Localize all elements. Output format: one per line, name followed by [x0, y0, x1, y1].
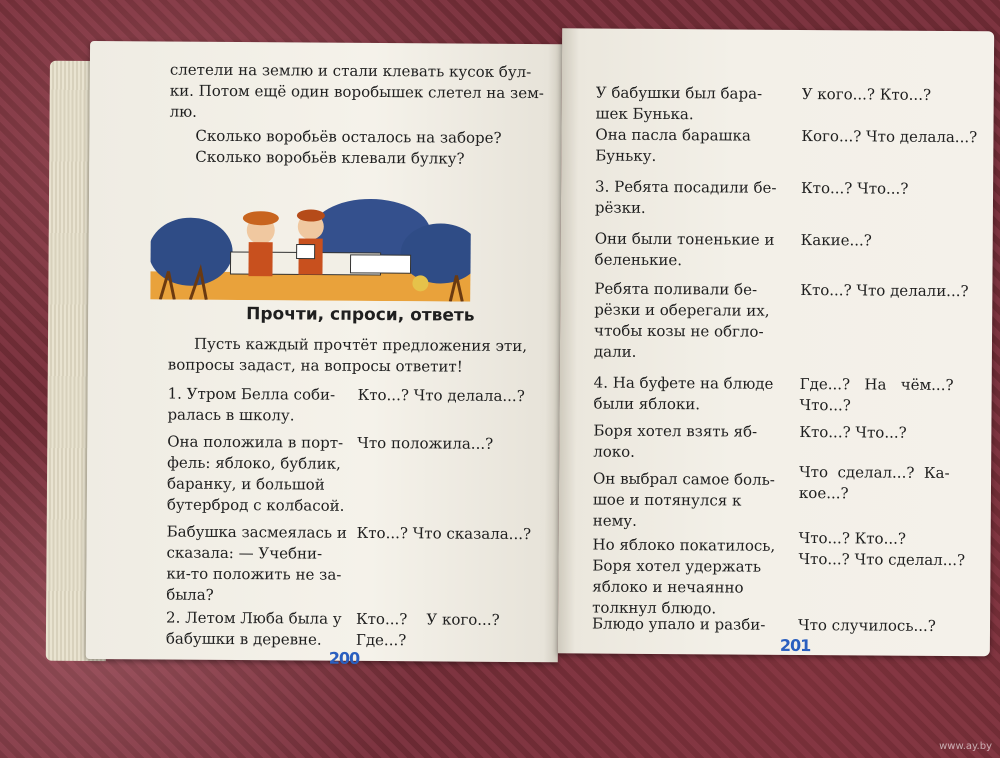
row-question: Что случилось...? [797, 615, 936, 635]
row-question: Что...? Что сделал...? [798, 549, 966, 570]
row-text: шек Бунька. [595, 104, 694, 124]
watermark: www.ay.by [939, 741, 992, 752]
row-question: Кто...? Что делали...? [800, 280, 969, 301]
section-title: Прочти, спроси, ответь [246, 304, 475, 326]
row-text: ралась в школу. [167, 405, 295, 425]
row-question: Где...? На чём...? [799, 374, 954, 395]
row-text: бабушки в деревне. [165, 629, 322, 649]
row-text: 2. Летом Люба была у [166, 608, 342, 628]
row-text: Он выбрал самое боль- [592, 469, 775, 489]
row-text: рёзки и оберегали их, [594, 300, 770, 320]
illustration-children [150, 191, 471, 301]
row-text: Боря хотел взять яб- [593, 421, 758, 441]
row-text: 3. Ребята посадили бе- [595, 177, 777, 197]
row-question: Что...? [799, 395, 851, 415]
question-1: Сколько воробьёв осталось на заборе? [195, 126, 502, 147]
instruction-line-2: вопросы задаст, на вопросы ответит! [167, 355, 463, 376]
row-question: Какие...? [800, 230, 872, 250]
row-question: Что сделал...? Ка- [799, 462, 950, 483]
row-question: кое...? [798, 483, 849, 503]
row-question: Где...? [355, 630, 407, 650]
row-text: Она положила в порт- [167, 432, 344, 452]
row-text: сказала: — Учебни- [166, 543, 323, 563]
row-text: беленькие. [594, 250, 683, 270]
row-text: Она пасла барашка [595, 125, 751, 145]
right-page [558, 28, 994, 656]
row-text: рёзки. [594, 198, 646, 217]
row-text: толкнул блюдо. [592, 598, 717, 618]
row-question: Кто...? Что...? [801, 178, 909, 198]
row-question: Кого...? Что делала...? [801, 126, 978, 147]
row-text: ки-то положить не за- [166, 564, 342, 584]
row-text: Блюдо упало и разби- [591, 614, 766, 634]
page-number-right: 201 [779, 635, 811, 656]
row-text: дали. [593, 342, 637, 361]
intro-line-3: лю. [169, 102, 198, 121]
row-question: Кто...? Что делала...? [357, 385, 525, 406]
row-text: баранку, и большой [166, 474, 325, 494]
open-book [46, 19, 990, 666]
row-question: Что...? Кто...? [798, 528, 907, 548]
row-text: У бабушки был бара- [595, 83, 763, 103]
row-text: 4. На буфете на блюде [593, 373, 774, 393]
row-text: Буньку. [595, 146, 657, 165]
row-text: были яблоки. [593, 394, 701, 414]
row-question: Кто...? У кого...? [356, 609, 500, 629]
row-text: яблоко и нечаянно [592, 577, 744, 597]
row-text: Но яблоко покатилось, [592, 535, 776, 555]
left-page [86, 41, 562, 668]
row-text: Бабушка засмеялась и [166, 522, 347, 542]
row-text: Они были тоненькие и [594, 229, 775, 249]
question-2: Сколько воробьёв клевали булку? [195, 147, 465, 168]
row-text: нему. [592, 511, 637, 530]
instruction-line-1: Пусть каждый прочтёт предложения эти, [193, 334, 528, 356]
row-text: локо. [593, 442, 636, 461]
intro-line-1: слетели на землю и стали клевать кусок бул- [169, 60, 532, 82]
row-text: чтобы козы не обгло- [594, 321, 764, 341]
row-question: У кого...? Кто...? [801, 84, 932, 104]
row-text: была? [166, 585, 214, 604]
page-number-left: 200 [328, 648, 360, 668]
row-text: шое и потянулся к [592, 490, 742, 510]
row-text: 1. Утром Белла соби- [167, 384, 336, 404]
row-text: фель: яблоко, бублик, [167, 453, 341, 473]
row-question: Что положила...? [357, 433, 494, 453]
row-text: бутерброд с колбасой. [166, 495, 345, 515]
row-text: Боря хотел удержать [592, 556, 762, 576]
row-question: Кто...? Что сказала...? [356, 523, 532, 544]
row-question: Кто...? Что...? [799, 422, 907, 442]
row-text: Ребята поливали бе- [594, 279, 758, 299]
intro-line-2: ки. Потом ещё один воробышек слетел на зем- [169, 81, 544, 103]
